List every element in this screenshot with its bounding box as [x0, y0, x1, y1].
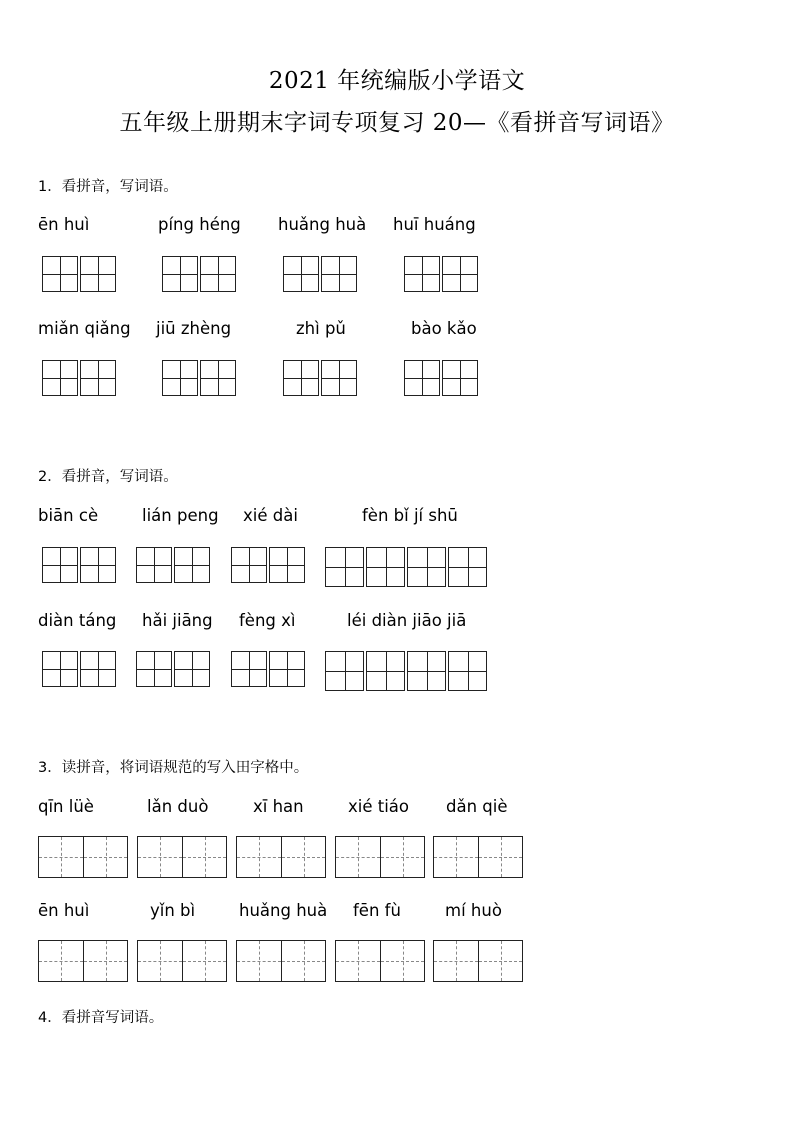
writing-grid[interactable]	[42, 547, 118, 583]
writing-grid[interactable]	[42, 360, 118, 396]
pinyin-label: xié dài	[243, 506, 298, 525]
question-1-title: 1．看拼音，写词语。	[38, 179, 178, 195]
pinyin-label: miǎn qiǎng	[38, 319, 131, 338]
pinyin-label: fèng xì	[239, 611, 296, 630]
doc-title-line2: 五年级上册期末字词专项复习 20—《看拼音写词语》	[119, 110, 675, 136]
writing-grid[interactable]	[335, 836, 425, 878]
pinyin-label: biān cè	[38, 506, 99, 525]
pinyin-label: zhì pǔ	[296, 319, 346, 338]
writing-grid[interactable]	[335, 940, 425, 982]
question-3-title: 3．读拼音，将词语规范的写入田字格中。	[38, 760, 309, 776]
pinyin-label: huǎng huà	[278, 215, 367, 234]
pinyin-label: bào kǎo	[411, 319, 477, 338]
writing-grid[interactable]	[38, 940, 128, 982]
writing-grid[interactable]	[404, 256, 480, 292]
pinyin-label: mí huò	[445, 901, 502, 920]
writing-grid[interactable]	[42, 651, 118, 687]
pinyin-label: hǎi jiāng	[142, 611, 213, 630]
writing-grid[interactable]	[136, 547, 212, 583]
pinyin-label: fèn bǐ jí shū	[362, 506, 458, 525]
writing-grid[interactable]	[42, 256, 118, 292]
doc-title-line1: 2021 年统编版小学语文	[268, 68, 526, 94]
writing-grid[interactable]	[433, 836, 523, 878]
pinyin-label: yǐn bì	[150, 901, 196, 920]
writing-grid[interactable]	[38, 836, 128, 878]
pinyin-label: xī han	[253, 797, 304, 816]
pinyin-label: lián peng	[142, 506, 219, 525]
writing-grid[interactable]	[162, 360, 238, 396]
pinyin-label: jiū zhèng	[156, 319, 232, 338]
writing-grid[interactable]	[162, 256, 238, 292]
pinyin-label: léi diàn jiāo jiā	[347, 611, 467, 630]
pinyin-label: xié tiáo	[348, 797, 410, 816]
writing-grid[interactable]	[231, 651, 307, 687]
writing-grid[interactable]	[325, 547, 489, 587]
pinyin-label: huī huáng	[393, 215, 476, 234]
pinyin-label: ēn huì	[38, 215, 90, 234]
pinyin-label: huǎng huà	[239, 901, 328, 920]
pinyin-label: píng héng	[158, 215, 241, 234]
pinyin-label: lǎn duò	[147, 797, 209, 816]
writing-grid[interactable]	[433, 940, 523, 982]
writing-grid[interactable]	[283, 360, 359, 396]
writing-grid[interactable]	[236, 836, 326, 878]
question-2-title: 2．看拼音，写词语。	[38, 469, 178, 485]
pinyin-label: fēn fù	[353, 901, 401, 920]
pinyin-label: ēn huì	[38, 901, 90, 920]
writing-grid[interactable]	[136, 651, 212, 687]
writing-grid[interactable]	[137, 940, 227, 982]
pinyin-label: diàn táng	[38, 611, 117, 630]
question-4-title: 4．看拼音写词语。	[38, 1010, 164, 1026]
writing-grid[interactable]	[236, 940, 326, 982]
writing-grid[interactable]	[325, 651, 489, 691]
writing-grid[interactable]	[231, 547, 307, 583]
pinyin-label: dǎn qiè	[446, 797, 508, 816]
pinyin-label: qīn lüè	[38, 797, 94, 816]
writing-grid[interactable]	[404, 360, 480, 396]
writing-grid[interactable]	[137, 836, 227, 878]
writing-grid[interactable]	[283, 256, 359, 292]
